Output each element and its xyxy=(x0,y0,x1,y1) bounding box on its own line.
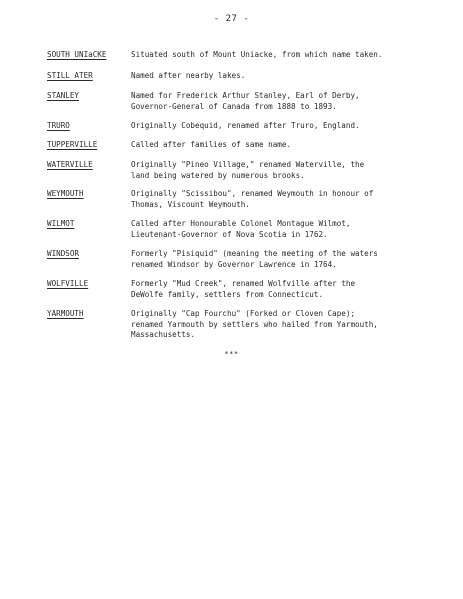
entry-description: Called after Honourable Colonel Montague Wilmot, Lieutenant-Governor of Nova Scotia in 1762. xyxy=(131,219,351,239)
entry-description: Formerly "Pisiquid" (meaning the meeting of the waters renamed Windsor by Governor Lawrence in 1764. xyxy=(131,249,378,269)
page-number: - 27 - xyxy=(213,14,250,24)
entry-description: Situated south of Mount Uniacke, from which name taken. xyxy=(131,50,383,59)
entry-term: WATERVILLE xyxy=(47,160,93,169)
entry-description: Formerly "Mud Creek", renamed Wolfville after the DeWolfe family, settlers from Connecticut. xyxy=(131,279,356,299)
entry-term: YARMOUTH xyxy=(47,309,84,318)
entry-term: STILL ATER xyxy=(47,71,93,80)
entry-term: WILMOT xyxy=(47,219,75,228)
entry-description: Originally "Scissibou", renamed Weymouth in honour of Thomas, Viscount Weymouth. xyxy=(131,189,374,209)
entry-term: WEYMOUTH xyxy=(47,189,84,198)
entry-description: Named for Frederick Arthur Stanley, Earl of Derby, Governor-General of Canada from 1888 to 1893. xyxy=(131,91,360,111)
entry-term: WOLFVILLE xyxy=(47,279,89,288)
entry-term: TUPPERVILLE xyxy=(47,140,98,149)
entry-description: Called after families of same name. xyxy=(131,140,292,149)
entry-description: Originally "Pineo Village," renamed Waterville, the land being watered by numerous brooks. xyxy=(131,160,365,180)
entry-term: TRURO xyxy=(47,121,70,130)
entry-description: Named after nearby lakes. xyxy=(131,71,246,80)
entry-term: STANLEY xyxy=(47,91,80,100)
entry-description: Originally "Cap Fourchu" (Forked or Cloven Cape); renamed Yarmouth by settlers who hailed from Yarmouth, Massachusetts. xyxy=(131,309,378,339)
section-end-mark: *** xyxy=(224,350,239,358)
entry-term: WINDSOR xyxy=(47,249,80,258)
entry-term: SOUTH UNIaCKE xyxy=(47,50,107,59)
entry-description: Originally Cobequid, renamed after Truro, England. xyxy=(131,121,360,130)
